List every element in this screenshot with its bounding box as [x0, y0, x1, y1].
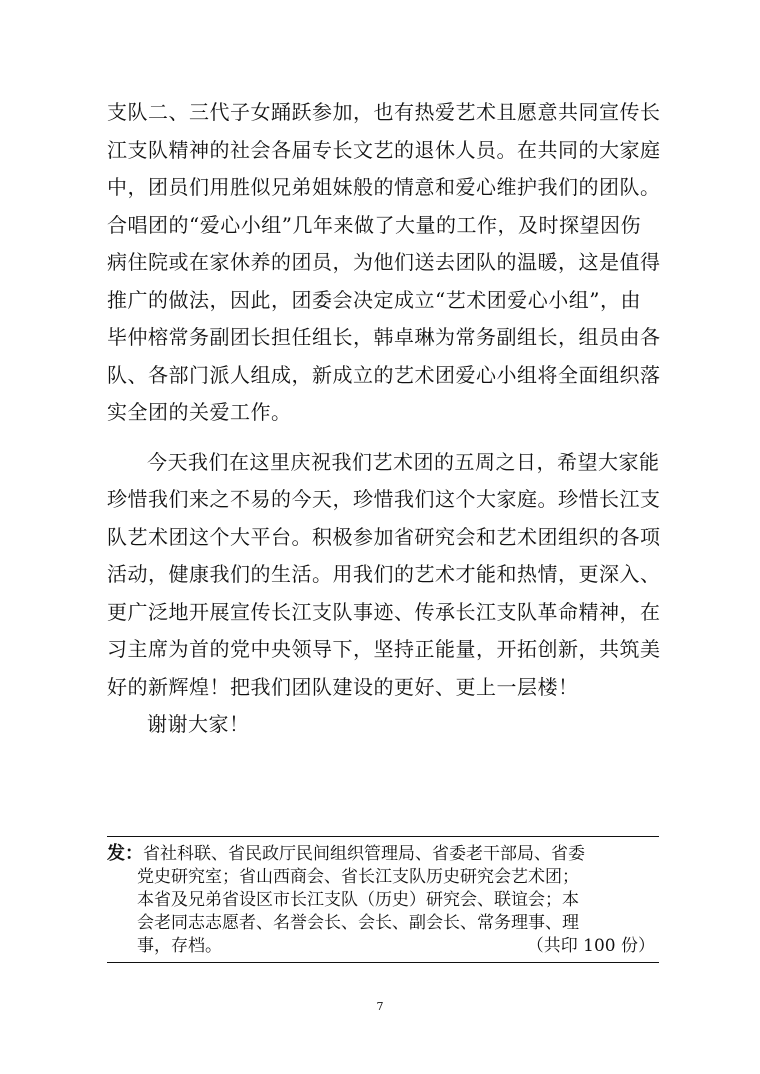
- page-number: 7: [376, 1000, 384, 1013]
- paragraph-line: 更广泛地开展宣传长江支队事迹、传承长江支队革命精神，在: [107, 599, 661, 624]
- distribution-line: [107, 935, 659, 958]
- distribution-footer: [107, 836, 659, 963]
- paragraph-line: 队艺术团这个大平台。积极参加省研究会和艺术团组织的各项: [107, 524, 661, 549]
- paragraph-line: 实全团的关爱工作。: [107, 400, 292, 424]
- paragraph-line: 中，团员们用胜似兄弟姐妹般的情意和爱心维护我们的团队。: [107, 175, 661, 199]
- distribution-line: [107, 842, 659, 866]
- distribution-label: 发：: [107, 843, 143, 864]
- paragraph-line: 队、各部门派人组成，新成立的艺术团爱心小组将全面组织落: [107, 362, 661, 387]
- paragraph-line: 推广的做法，因此，团委会决定成立“艺术团爱心小组”，由: [107, 287, 641, 312]
- print-copies: （共印 100 份）: [526, 936, 655, 956]
- closing-line: 谢谢大家！: [147, 712, 250, 736]
- distribution-text: 省社科联、省民政厅民间组织管理局、省委老干部局、省委: [143, 844, 585, 864]
- paragraph-line: 活动，健康我们的生活。用我们的艺术才能和热情，更深入、: [107, 562, 661, 586]
- distribution-line: 党史研究室；省山西商会、省长江支队历史研究会艺术团；: [137, 867, 579, 887]
- paragraph-line: 今天我们在这里庆祝我们艺术团的五周之日，希望大家能: [147, 449, 660, 474]
- paragraph-line: 支队二、三代子女踊跃参加，也有热爱艺术且愿意共同宣传长: [107, 100, 661, 124]
- paragraph-line: 江支队精神的社会各届专长文艺的退休人员。在共同的大家庭: [107, 137, 661, 162]
- paragraph-line: 好的新辉煌！把我们团队建设的更好、更上一层楼！: [107, 674, 579, 699]
- distribution-line: 会老同志志愿者、名誉会长、会长、副会长、常务理事、理: [137, 913, 579, 933]
- paragraph-line: 毕仲榕常务副团长担任组长，韩卓琳为常务副组长，组员由各: [107, 325, 661, 349]
- document-body: [107, 94, 659, 744]
- paragraph-line: 习主席为首的党中央领导下，坚持正能量，开拓创新，共筑美: [107, 637, 661, 661]
- distribution-text: 事，存档。: [137, 936, 222, 956]
- paragraph-line: 珍惜我们来之不易的今天，珍惜我们这个大家庭。珍惜长江支: [107, 487, 661, 511]
- paragraph-line: 病住院或在家休养的团员，为他们送去团队的温暖，这是值得: [107, 250, 661, 274]
- paragraph-line: 合唱团的“爱心小组”几年来做了大量的工作，及时探望因伤: [107, 212, 641, 237]
- distribution-line: 本省及兄弟省设区市长江支队（历史）研究会、联谊会；本: [137, 890, 579, 910]
